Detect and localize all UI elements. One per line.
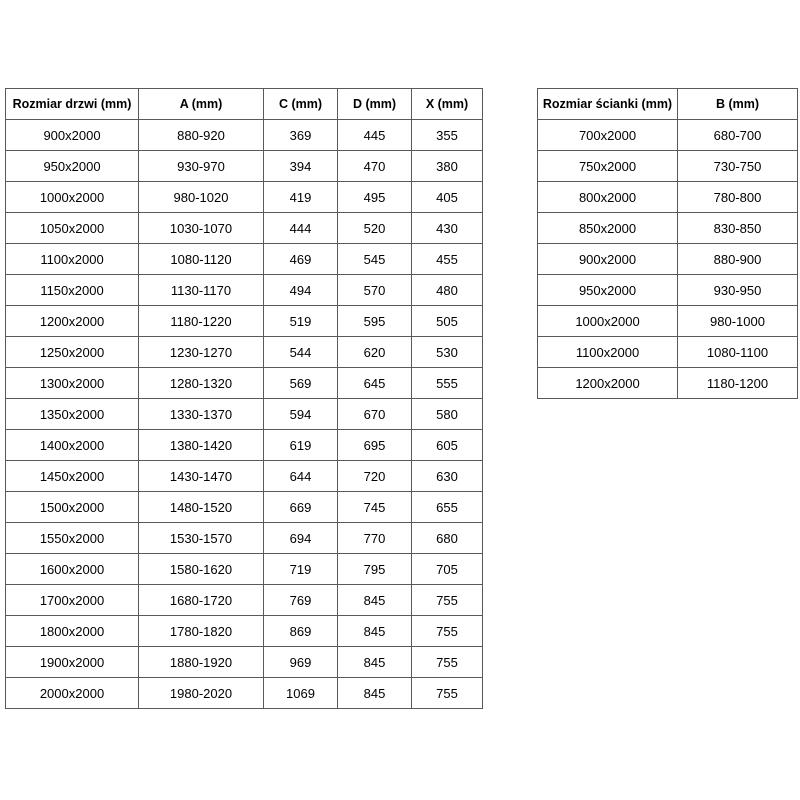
table-cell: 719 <box>264 554 338 585</box>
table-cell: 595 <box>338 306 412 337</box>
table-row <box>6 306 483 337</box>
table-cell: 1530-1570 <box>139 523 264 554</box>
table-cell: 1550x2000 <box>6 523 139 554</box>
table-cell: 419 <box>264 182 338 213</box>
table-cell: 545 <box>338 244 412 275</box>
table-cell: 555 <box>412 368 483 399</box>
table-row <box>538 337 798 368</box>
door-size-table <box>5 88 483 709</box>
table-cell: 769 <box>264 585 338 616</box>
table-cell: 694 <box>264 523 338 554</box>
header-row <box>538 89 798 120</box>
table-cell: 1600x2000 <box>6 554 139 585</box>
table-row <box>6 275 483 306</box>
table-cell: 1800x2000 <box>6 616 139 647</box>
table-cell: 1200x2000 <box>6 306 139 337</box>
table-cell: 1000x2000 <box>538 306 678 337</box>
table-cell: 670 <box>338 399 412 430</box>
table-cell: 1150x2000 <box>6 275 139 306</box>
table-cell: 620 <box>338 337 412 368</box>
table-cell: 969 <box>264 647 338 678</box>
table-cell: 394 <box>264 151 338 182</box>
table-cell: 619 <box>264 430 338 461</box>
table-cell: 1700x2000 <box>6 585 139 616</box>
table-cell: 444 <box>264 213 338 244</box>
table-row <box>6 337 483 368</box>
column-header: Rozmiar ścianki (mm) <box>538 89 678 120</box>
table-row <box>6 120 483 151</box>
table-cell: 605 <box>412 430 483 461</box>
table-cell: 1030-1070 <box>139 213 264 244</box>
table-row <box>6 399 483 430</box>
table-cell: 900x2000 <box>538 244 678 275</box>
table-cell: 455 <box>412 244 483 275</box>
table-cell: 1880-1920 <box>139 647 264 678</box>
table-cell: 1080-1120 <box>139 244 264 275</box>
table-cell: 930-950 <box>678 275 798 306</box>
table-cell: 880-900 <box>678 244 798 275</box>
table-cell: 530 <box>412 337 483 368</box>
table-cell: 845 <box>338 616 412 647</box>
table-cell: 755 <box>412 585 483 616</box>
table-cell: 655 <box>412 492 483 523</box>
table-cell: 795 <box>338 554 412 585</box>
table-cell: 1780-1820 <box>139 616 264 647</box>
table-cell: 755 <box>412 678 483 709</box>
table-row <box>6 585 483 616</box>
table-cell: 669 <box>264 492 338 523</box>
table-cell: 569 <box>264 368 338 399</box>
column-header: B (mm) <box>678 89 798 120</box>
table-cell: 505 <box>412 306 483 337</box>
table-cell: 930-970 <box>139 151 264 182</box>
table-cell: 695 <box>338 430 412 461</box>
table-cell: 830-850 <box>678 213 798 244</box>
table-cell: 1230-1270 <box>139 337 264 368</box>
table-cell: 1980-2020 <box>139 678 264 709</box>
header-row <box>6 89 483 120</box>
table-row <box>6 647 483 678</box>
table-cell: 869 <box>264 616 338 647</box>
table-row <box>538 368 798 399</box>
table-cell: 1130-1170 <box>139 275 264 306</box>
table-row <box>538 151 798 182</box>
table-cell: 950x2000 <box>6 151 139 182</box>
table-cell: 380 <box>412 151 483 182</box>
table-cell: 355 <box>412 120 483 151</box>
wall-size-table <box>537 88 798 399</box>
table-cell: 1180-1220 <box>139 306 264 337</box>
table-cell: 755 <box>412 647 483 678</box>
table-row <box>6 244 483 275</box>
table-cell: 1380-1420 <box>139 430 264 461</box>
table-row <box>6 523 483 554</box>
table-cell: 720 <box>338 461 412 492</box>
table-row <box>6 182 483 213</box>
table-row <box>6 213 483 244</box>
column-header: X (mm) <box>412 89 483 120</box>
table-cell: 369 <box>264 120 338 151</box>
table-cell: 645 <box>338 368 412 399</box>
column-header: C (mm) <box>264 89 338 120</box>
table-cell: 1250x2000 <box>6 337 139 368</box>
column-header: D (mm) <box>338 89 412 120</box>
table-cell: 755 <box>412 616 483 647</box>
table-row <box>538 244 798 275</box>
table-cell: 1069 <box>264 678 338 709</box>
table-cell: 1580-1620 <box>139 554 264 585</box>
table-cell: 1050x2000 <box>6 213 139 244</box>
table-cell: 680-700 <box>678 120 798 151</box>
table-cell: 594 <box>264 399 338 430</box>
table-cell: 1180-1200 <box>678 368 798 399</box>
table-cell: 1680-1720 <box>139 585 264 616</box>
table-cell: 780-800 <box>678 182 798 213</box>
table-row <box>538 182 798 213</box>
table-row <box>538 275 798 306</box>
column-header: Rozmiar drzwi (mm) <box>6 89 139 120</box>
table-cell: 1400x2000 <box>6 430 139 461</box>
table-cell: 770 <box>338 523 412 554</box>
table-cell: 705 <box>412 554 483 585</box>
table-cell: 495 <box>338 182 412 213</box>
table-cell: 1300x2000 <box>6 368 139 399</box>
table-cell: 520 <box>338 213 412 244</box>
table-cell: 570 <box>338 275 412 306</box>
table-cell: 950x2000 <box>538 275 678 306</box>
table-row <box>538 120 798 151</box>
table-cell: 1900x2000 <box>6 647 139 678</box>
table-cell: 750x2000 <box>538 151 678 182</box>
table-cell: 630 <box>412 461 483 492</box>
table-cell: 980-1000 <box>678 306 798 337</box>
table-cell: 405 <box>412 182 483 213</box>
table-cell: 850x2000 <box>538 213 678 244</box>
table-cell: 1350x2000 <box>6 399 139 430</box>
table-cell: 470 <box>338 151 412 182</box>
table-cell: 880-920 <box>139 120 264 151</box>
table-cell: 445 <box>338 120 412 151</box>
table-cell: 745 <box>338 492 412 523</box>
table-cell: 430 <box>412 213 483 244</box>
table-cell: 480 <box>412 275 483 306</box>
table-cell: 544 <box>264 337 338 368</box>
table-row <box>538 213 798 244</box>
table-cell: 1480-1520 <box>139 492 264 523</box>
table-cell: 845 <box>338 585 412 616</box>
table-cell: 469 <box>264 244 338 275</box>
table-cell: 1080-1100 <box>678 337 798 368</box>
table-cell: 1430-1470 <box>139 461 264 492</box>
table-cell: 845 <box>338 647 412 678</box>
table-cell: 1500x2000 <box>6 492 139 523</box>
table-row <box>6 678 483 709</box>
table-cell: 980-1020 <box>139 182 264 213</box>
table-cell: 1330-1370 <box>139 399 264 430</box>
table-row <box>6 554 483 585</box>
table-cell: 1100x2000 <box>6 244 139 275</box>
column-header: A (mm) <box>139 89 264 120</box>
table-cell: 1200x2000 <box>538 368 678 399</box>
table-cell: 2000x2000 <box>6 678 139 709</box>
table-cell: 900x2000 <box>6 120 139 151</box>
table-cell: 1000x2000 <box>6 182 139 213</box>
table-row <box>6 151 483 182</box>
table-row <box>6 616 483 647</box>
table-row <box>6 430 483 461</box>
table-row <box>6 492 483 523</box>
table-cell: 800x2000 <box>538 182 678 213</box>
table-row <box>6 368 483 399</box>
table-row <box>6 461 483 492</box>
table-cell: 1100x2000 <box>538 337 678 368</box>
table-cell: 1280-1320 <box>139 368 264 399</box>
table-cell: 644 <box>264 461 338 492</box>
table-cell: 494 <box>264 275 338 306</box>
table-cell: 700x2000 <box>538 120 678 151</box>
table-cell: 730-750 <box>678 151 798 182</box>
table-cell: 580 <box>412 399 483 430</box>
table-cell: 519 <box>264 306 338 337</box>
table-cell: 1450x2000 <box>6 461 139 492</box>
table-cell: 845 <box>338 678 412 709</box>
table-row <box>538 306 798 337</box>
table-cell: 680 <box>412 523 483 554</box>
